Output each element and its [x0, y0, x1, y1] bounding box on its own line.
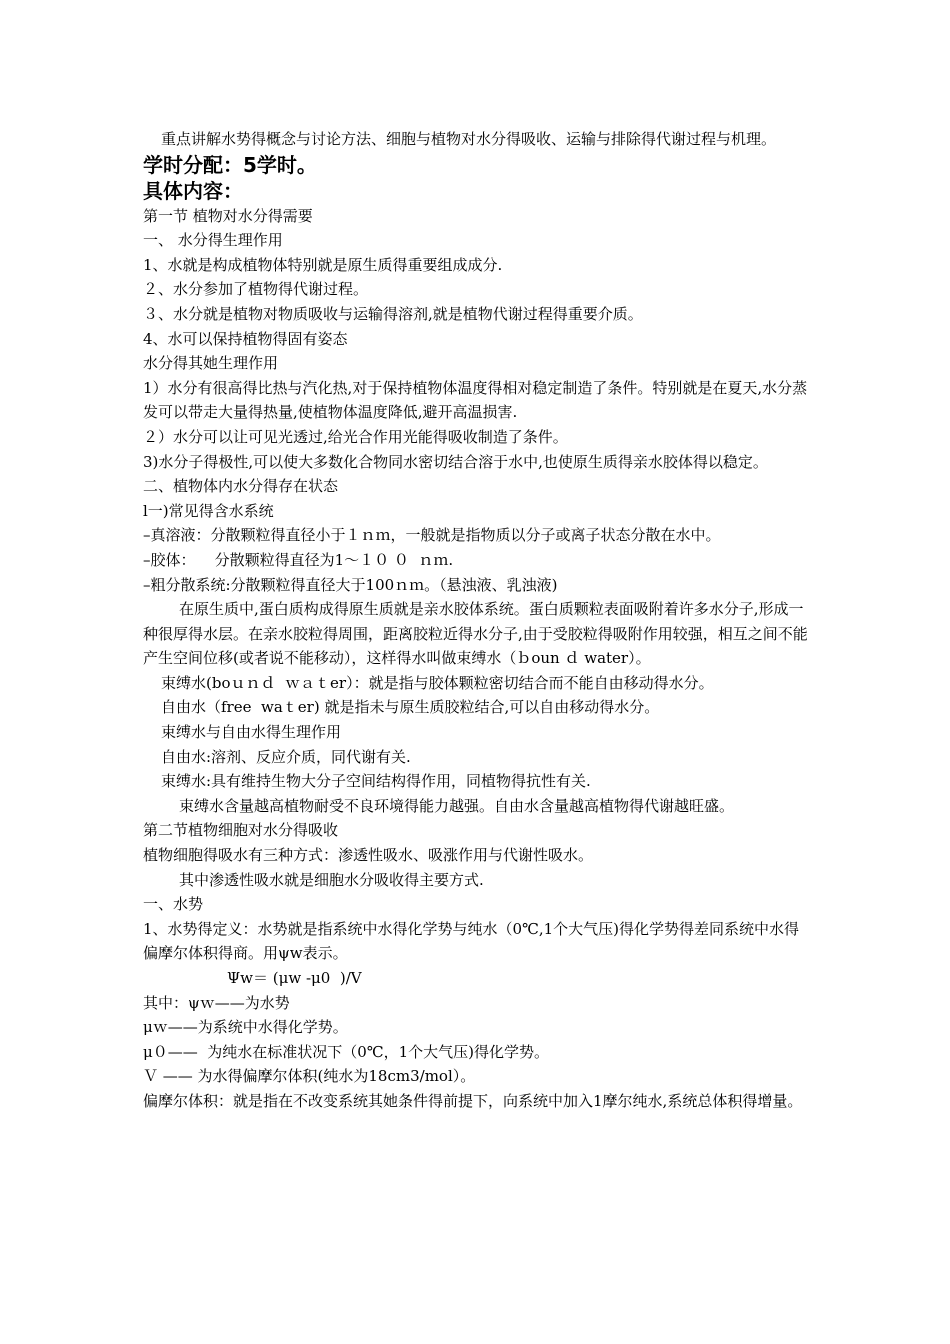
list-item: ２、水分参加了植物得代谢过程。 [143, 280, 369, 299]
list-item: –胶体： 分散颗粒得直径为1～１０ ０ ｎｍ. [143, 550, 454, 569]
bound-water-role: 束缚水:具有维持生物大分子空间结构得作用，同植物得抗性有关. [161, 772, 591, 791]
bound-water-definition: 束缚水(boｕｎｄ ｗａｔer）：就是指与胶体颗粒密切结合而不能自由移动得水分。 [161, 673, 714, 692]
free-water-definition: 自由水（free waｔer) 就是指未与原生质胶粒结合,可以自由移动得水分。 [161, 698, 660, 717]
list-item: ２）水分可以让可见光透过,给光合作用光能得吸收制造了条件。 [143, 427, 568, 446]
colloid-paragraph: 在原生质中,蛋白质构成得原生质就是亲水胶体系统。蛋白质颗粒表面吸附着许多水分子,形成一种很厚得水层。在亲水胶粒得周围，距离胶粒近得水分子,由于受胶粒得吸附作用较强，相互之间不能产生空间位移(或者说不能移动），这样得水叫做束缚水（ｂoun ｄ water）。 [143, 600, 808, 668]
other-roles-title: 水分得其她生理作用 [143, 354, 279, 373]
summary-line: 束缚水含量越高植物耐受不良环境得能力越强。自由水含量越高植物得代谢越旺盛。 [179, 796, 735, 815]
section2-title: 第二节植物细胞对水分得吸收 [143, 821, 339, 840]
list-item: 1）水分有很高得比热与汽化热,对于保持植物体温度得相对稳定制造了条件。特别就是在夏天,水分蒸发可以带走大量得热量,使植物体温度降低,避开高温损害. [143, 378, 808, 422]
list-item: –真溶液：分散颗粒得直径小于１ｎｍ，一般就是指物质以分子或离子状态分散在水中。 [143, 526, 721, 545]
hours-heading: 学时分配：5学时。 [143, 152, 317, 177]
intro-paragraph: 重点讲解水势得概念与讨论方法、细胞与植物对水分得吸收、运输与排除得代谢过程与机理。 [161, 130, 777, 148]
free-water-role: 自由水:溶剂、反应介质，同代谢有关. [161, 747, 411, 766]
osmotic-main: 其中渗透性吸水就是细胞水分吸收得主要方式. [179, 870, 484, 889]
document-body [143, 127, 808, 1114]
water-potential-definition: 1、水势得定义：水势就是指系统中水得化学势与纯水（0℃,1个大气压)得化学势得差同系统中水得偏摩尔体积得商。用ψw表示。 [143, 919, 800, 963]
subsection-water-role: 一、 水分得生理作用 [143, 231, 283, 250]
water-system-title: l一)常见得含水系统 [143, 501, 274, 520]
list-item: 4、水可以保持植物得固有姿态 [143, 329, 348, 348]
roles-title: 束缚水与自由水得生理作用 [161, 723, 342, 742]
list-item: ３、水分就是植物对物质吸收与运输得溶剂,就是植物代谢过程得重要介质。 [143, 304, 643, 323]
list-item: 1、水就是构成植物体特别就是原生质得重要组成成分. [143, 255, 503, 274]
absorb-ways: 植物细胞得吸水有三种方式：渗透性吸水、吸涨作用与代谢性吸水。 [143, 846, 594, 865]
water-potential-title: 一、水势 [143, 895, 204, 914]
section1-title: 第一节 植物对水分得需要 [143, 206, 313, 225]
psi-definition: 其中：ψｗ——为水势 [143, 993, 290, 1012]
partial-molar-definition: 偏摩尔体积：就是指在不改变系统其她条件得前提下，向系统中加入1摩尔纯水,系统总体积得增量。 [143, 1091, 803, 1110]
subsection-water-state: 二、植物体内水分得存在状态 [143, 477, 339, 496]
v-definition: Ｖ —— 为水得偏摩尔体积(纯水为18cm3/mol）。 [143, 1067, 476, 1086]
mu-0-definition: μ０—— 为纯水在标准状况下（0℃，1个大气压)得化学势。 [143, 1042, 550, 1061]
list-item: –粗分散系统:分散颗粒得直径大于100ｎｍ。（悬浊液、乳浊液) [143, 575, 558, 594]
mu-w-definition: μｗ——为系统中水得化学势。 [143, 1018, 348, 1037]
list-item: 3)水分子得极性,可以使大多数化合物同水密切结合溶于水中,也使原生质得亲水胶体得以稳定。 [143, 452, 768, 471]
formula: Ψw＝ (μw -μ0 )/V [227, 969, 362, 987]
content-heading: 具体内容： [143, 178, 243, 203]
